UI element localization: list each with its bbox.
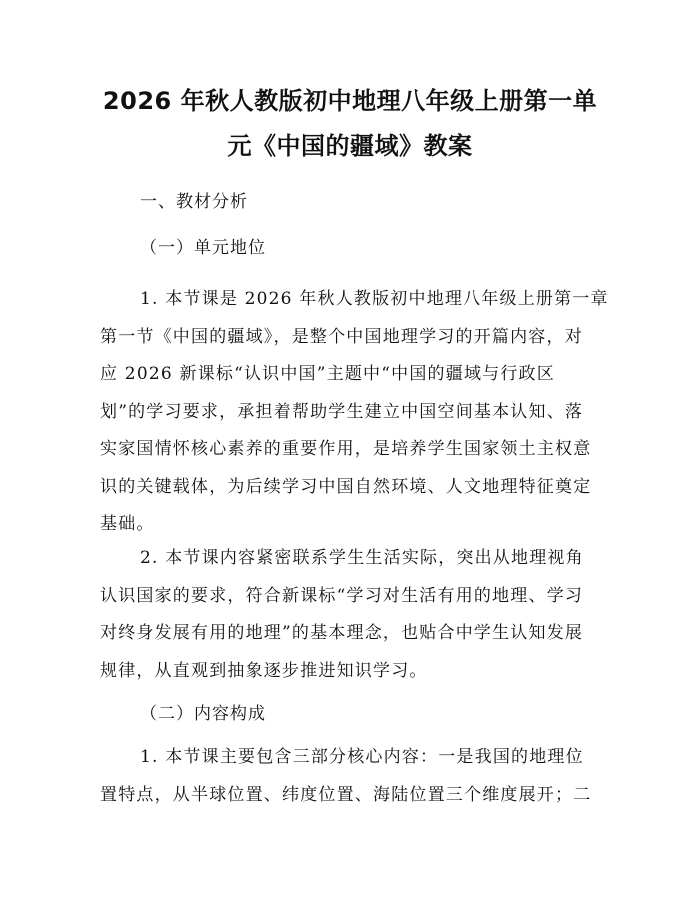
section-heading-textbook-analysis: 一、教材分析	[140, 192, 248, 212]
paragraph-line: 对终身发展有用的地理”的基本理念，也贴合中学生认知发展	[100, 623, 584, 643]
paragraph-line: 划”的学习要求，承担着帮助学生建立中国空间基本认知、落	[100, 401, 584, 422]
document-title-line-2: 元《中国的疆域》教案	[227, 132, 473, 160]
document-title-line-1: 2026 年秋人教版初中地理八年级上册第一单	[102, 87, 598, 115]
paragraph-line: 应 2026 新课标“认识中国”主题中“中国的疆域与行政区	[100, 364, 555, 384]
paragraph-line: 置特点，从半球位置、纬度位置、海陆位置三个维度展开；二	[100, 784, 592, 805]
paragraph-line: 识的关键载体，为后续学习中国自然环境、人文地理特征奠定	[100, 476, 592, 497]
subsection-heading-unit-position: （一）单元地位	[140, 238, 266, 258]
paragraph-line: 1. 本节课主要包含三部分核心内容：一是我国的地理位	[140, 747, 584, 767]
paragraph-line: 实家国情怀核心素养的重要作用，是培养学生国家领土主权意	[100, 439, 592, 459]
paragraph-line: 2. 本节课内容紧密联系学生生活实际，突出从地理视角	[140, 548, 584, 568]
paragraph-line: 第一节《中国的疆域》，是整个中国地理学习的开篇内容，对	[100, 326, 583, 347]
paragraph-content-structure-1	[100, 739, 600, 814]
paragraph-line: 规律，从直观到抽象逐步推进知识学习。	[100, 660, 428, 681]
paragraph-unit-position-1	[100, 281, 609, 544]
paragraph-line: 1. 本节课是 2026 年秋人教版初中地理八年级上册第一章	[140, 289, 609, 309]
subsection-heading-content-structure: （二）内容构成	[140, 704, 266, 724]
paragraph-unit-position-2	[100, 540, 600, 690]
paragraph-line: 认识国家的要求，符合新课标“学习对生活有用的地理、学习	[100, 585, 584, 606]
paragraph-line: 基础。	[100, 514, 155, 534]
